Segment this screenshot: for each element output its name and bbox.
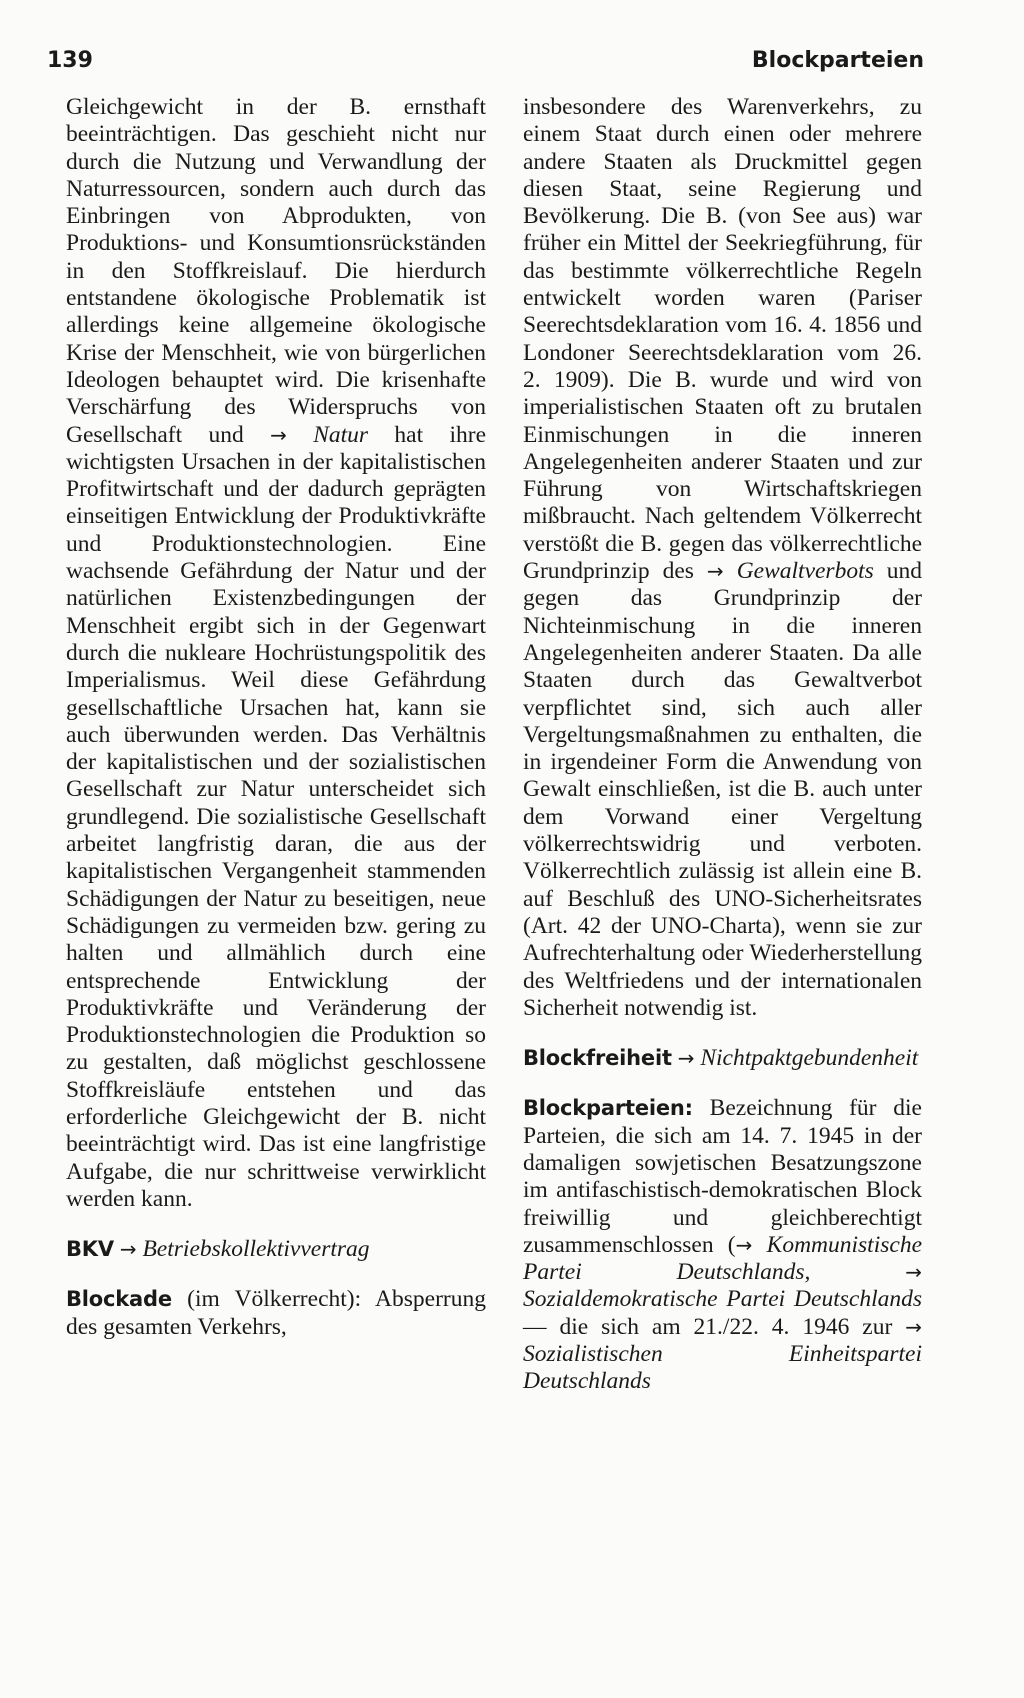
headword-blockparteien: Blockparteien:: [523, 1096, 693, 1121]
entry-blockade: [66, 1286, 486, 1341]
right-column: [523, 94, 922, 1396]
body-text: Bezeichnung für die Parteien, die sich am 14. 7. 1945 in der damaligen sowjetischen Besatzungszone im antifaschistisch-demokratischen Block freiwillig und gleichberechtigt zusammenschlossen (: [523, 1095, 922, 1258]
cross-reference-betriebskollektivvertrag[interactable]: Betriebskollektivvertrag: [142, 1236, 370, 1263]
cross-reference-arrow: →: [905, 1314, 922, 1339]
body-text: (im Völkerrecht): Absperrung des gesamten Verkehrs,: [66, 1286, 486, 1340]
headword-blockfreiheit: Blockfreiheit: [523, 1046, 672, 1071]
body-text: und gegen das Grundprinzip der Nichteinmischung in die inneren Angelegenheiten anderer Staaten. Da alle Staaten durch das Gewaltverbot verpflichtet sind, sich auch aller Vergeltungsmaßnahmen zu enthalten, die in irgendeiner Form die Anwendung von Gewalt einschließen, ist die B. auch unter dem Vorwand einer Vergeltung völkerrechtswidrig und verboten. Völkerrechtlich zulässig ist allein eine B. auf Beschluß des UNO-Sicherheitsrates (Art. 42 der UNO-Charta), wenn sie zur Aufrechterhaltung oder Wiederherstellung des Weltfriedens und der internationalen Sicherheit notwendig ist.: [523, 558, 923, 1021]
page-number: 139: [47, 48, 93, 73]
entry-blockade-continuation: [523, 94, 922, 1022]
cross-reference-natur[interactable]: Natur: [313, 421, 369, 448]
cross-reference-sed[interactable]: Sozialistischen Einheitspartei Deutschlands: [523, 1341, 922, 1395]
entry-blockparteien: [523, 1095, 922, 1395]
body-text: hat ihre wichtigsten Ursachen in der kapitalistischen Profitwirtschaft und der dadurch geprägten einseitigen Entwicklung der Produktivkräfte und Produktionstechnologien. Eine wachsende Gefährdung der Natur und der natürlichen Existenzbedingungen der Menschheit ergibt sich in der Gegenwart durch die nukleare Hochrüstungspolitik des Imperialismus. Weil diese Gefährdung gesellschaftliche Ursachen hat, kann sie auch überwunden werden. Das Verhältnis der kapitalistischen und der sozialistischen Gesellschaft zur Natur unterscheidet sich grundlegend. Die sozialistische Gesellschaft arbeitet langfristig daran, die aus der kapitalistischen Vergangenheit stammenden Schädigungen der Natur zu beseitigen, neue Schädigungen zu vermeiden bzw. gering zu halten und allmählich durch eine entsprechende Entwicklung der Produktivkräfte und Veränderung der Produktionstechnologien die Produktion so zu gestalten, daß möglichst geschlossene Stoffkreisläufe entstehen und das erforderliche Gleichgewicht der B. nicht beeinträchtigt wird. Das ist eine langfristige Aufgabe, die nur schrittweise verwirklicht werden kann.: [66, 421, 486, 1212]
entry-blockfreiheit: [523, 1045, 922, 1072]
cross-reference-gewaltverbots[interactable]: Gewaltverbots: [736, 558, 874, 585]
cross-reference-kpd[interactable]: Kommunistische Partei Deutschlands,: [523, 1231, 922, 1286]
entry-continuation-paragraph: [66, 94, 486, 1213]
cross-reference-arrow: →: [905, 1260, 922, 1285]
cross-reference-arrow: →: [270, 422, 287, 447]
headword-blockade: Blockade: [66, 1287, 172, 1312]
entry-bkv: [66, 1236, 486, 1263]
body-text: Gleichgewicht in der B. ernsthaft beeinträchtigen. Das geschieht nicht nur durch die Nutzung und Verwandlung der Naturressourcen, sondern auch durch das Einbringen von Abprodukten, von Produktions- und Konsumtionsrückständen in den Stoffkreislauf. Die hierdurch entstandene ökologische Problematik ist allerdings keine allgemeine ökologische Krise der Menschheit, wie von bürgerlichen Ideologen behauptet wird. Die krisenhafte Verschärfung des Widerspruchs von Gesellschaft und: [66, 94, 486, 448]
cross-reference-arrow: →: [735, 1232, 753, 1257]
left-column: [66, 94, 486, 1341]
running-head: Blockparteien: [751, 48, 924, 73]
headword-bkv: BKV: [66, 1237, 114, 1262]
cross-reference-spd[interactable]: Sozialdemokratische Partei Deutschlands: [523, 1286, 922, 1313]
body-text: insbesondere des Warenverkehrs, zu einem Staat durch einen oder mehrere andere Staaten als Druckmittel gegen diesen Staat, seine Regierung und Bevölkerung. Die B. (von See aus) war früher ein Mittel der Seekriegführung, für das bestimmte völkerrechtliche Regeln entwickelt worden waren (Pariser Seerechtsdeklaration vom 16. 4. 1856 und Londoner Seerechtsdeklaration vom 26. 2. 1909). Die B. wurde und wird von imperialistischen Staaten oft zu brutalen Einmischungen in die inneren Angelegenheiten anderer Staaten und zur Führung von Wirtschaftskriegen mißbraucht. Nach geltendem Völkerrecht verstößt die B. gegen das völkerrechtliche Grundprinzip des: [523, 94, 922, 585]
cross-reference-arrow: →: [706, 559, 724, 584]
body-text: — die sich am 21./22. 4. 1946 zur: [523, 1313, 906, 1340]
cross-reference-arrow: →: [119, 1237, 137, 1262]
cross-reference-arrow: →: [677, 1046, 695, 1071]
cross-reference-nichtpaktgebundenheit[interactable]: Nichtpaktgebundenheit: [700, 1045, 919, 1072]
